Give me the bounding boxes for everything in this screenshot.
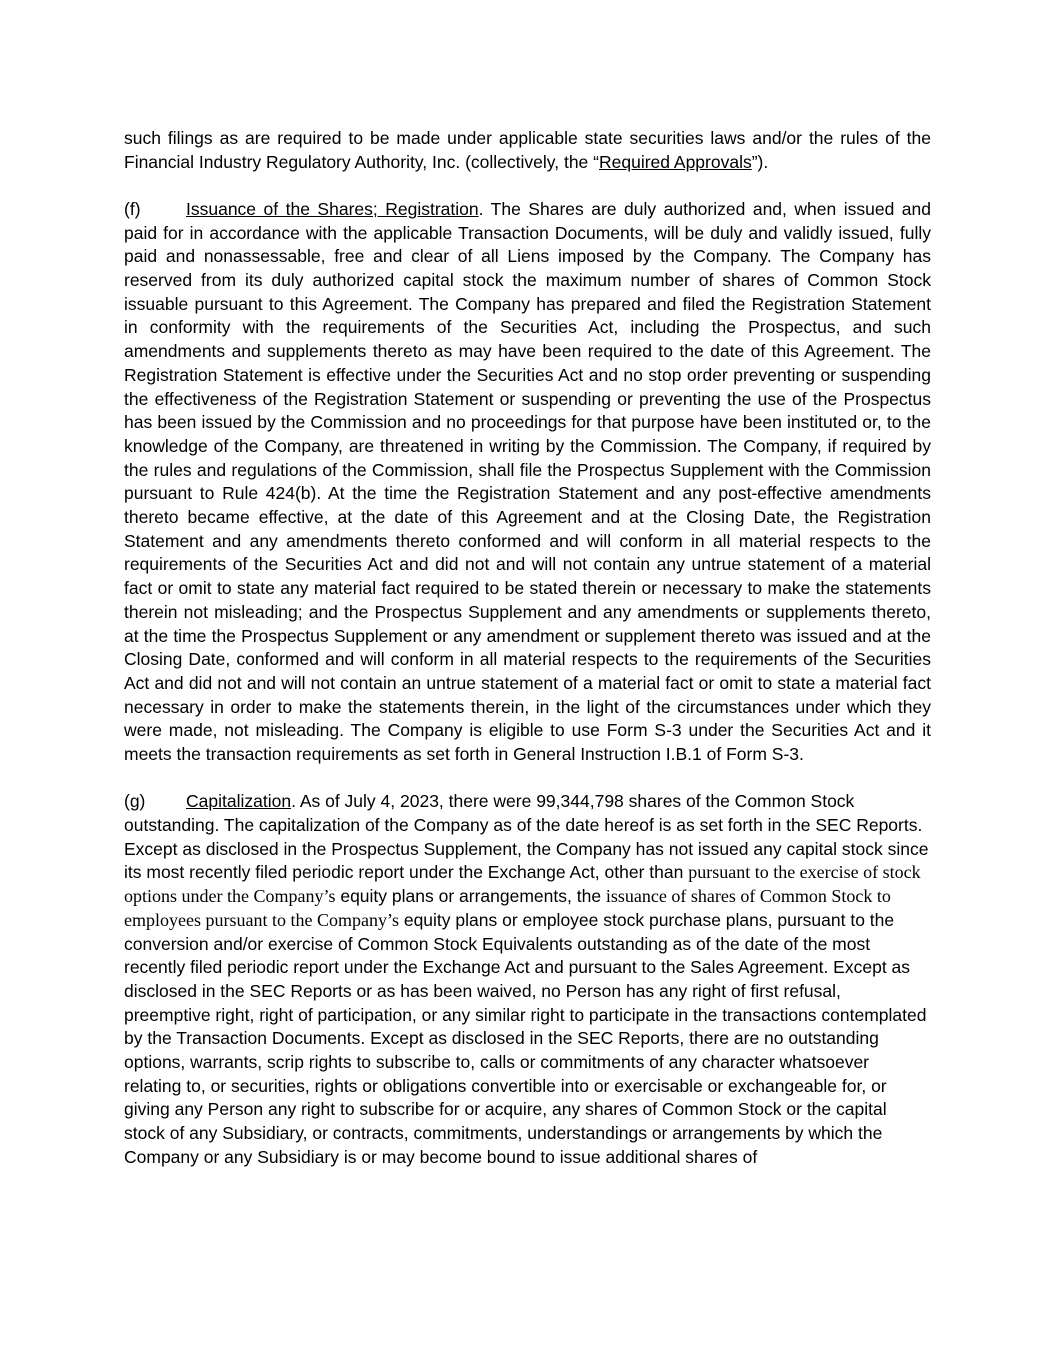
- paragraph-e-text-1: such filings as are required to be made under applicable state securities laws and/or the rules of the Financial Industry Regulatory Authority, Inc. (collectively, the “: [124, 128, 931, 172]
- paragraph-g-label: (g): [124, 791, 146, 812]
- paragraph-spacer: [124, 767, 931, 791]
- paragraph-e-continuation: [124, 127, 931, 174]
- paragraph-f: [124, 198, 931, 767]
- document-page: [124, 127, 931, 1170]
- paragraph-g-body-3: equity plans or employee stock purchase plans, pursuant to the conversion and/or exercise of Common Stock Equivalents outstanding as of the date of the most recently filed periodic report under the Exchange Act and pursuant to the Sales Agreement. Except as disclosed in the SEC Reports or as has been waived, no Person has any right of first refusal, preemptive right, right of participation, or any similar right to participate in the transactions contemplated by the Transaction Documents. Except as disclosed in the SEC Reports, there are no outstanding options, warrants, scrip rights to subscribe to, calls or commitments of any character whatsoever relating to, or securities, rights or obligations convertible into or exercisable or exchangeable for, or giving any Person any right to subscribe for or acquire, any shares of Common Stock or the capital stock of any Subsidiary, or contracts, commitments, understandings or arrangements by which the Company or any Subsidiary is or may become bound to issue additional shares of: [124, 909, 927, 1167]
- paragraph-g-heading: Capitalization: [186, 791, 292, 812]
- paragraph-f-body: . The Shares are duly authorized and, when issued and paid for in accordance with the applicable Transaction Documents, will be duly and validly issued, fully paid and nonassessable, free and clear of all Liens imposed by the Company. The Company has reserved from its duly authorized capital stock the maximum number of shares of Common Stock issuable pursuant to this Agreement. The Company has prepared and filed the Registration Statement in conformity with the requirements of the Securities Act, including the Prospectus, and such amendments and supplements thereto as may have been required to the date of this Agreement. The Registration Statement is effective under the Securities Act and no stop order preventing or suspending the effectiveness of the Registration Statement or suspending or preventing the use of the Prospectus has been issued by the Commission and no proceedings for that purpose have been instituted or, to the knowledge of the Company, are threatened in writing by the Commission. The Company, if required by the rules and regulations of the Commission, shall file the Prospectus Supplement with the Commission pursuant to Rule 424(b). At the time the Registration Statement and any post-effective amendments thereto became effective, at the date of this Agreement and at the Closing Date, the Registration Statement and any amendments thereto conformed and will conform in all material respects to the requirements of the Securities Act and did not and will not contain any untrue statement of a material fact or omit to state any material fact required to be stated therein or necessary to make the statements therein not misleading; and the Prospectus Supplement and any amendments or supplements thereto, at the time the Prospectus Supplement or any amendment or supplement thereto was issued and at the Closing Date, conformed and will conform in all material respects to the requirements of the Securities Act and did not and will not contain an untrue statement of a material fact or omit to state a material fact necessary in order to make the statements therein, in the light of the circumstances under which they were made, not misleading. The Company is eligible to use Form S-3 under the Securities Act and it meets the transaction requirements as set forth in General Instruction I.B.1 of Form S-3.: [124, 198, 931, 765]
- paragraph-g-serif-run-1: pursuant to the exercise of stock options under the Company’s: [124, 862, 921, 907]
- paragraph-f-heading: Issuance of the Shares; Registration: [186, 198, 479, 219]
- defined-term-required-approvals: Required Approvals: [598, 151, 752, 172]
- paragraph-spacer: [124, 174, 931, 198]
- paragraph-e-text-2: ”).: [751, 151, 769, 172]
- paragraph-f-label: (f): [124, 198, 141, 219]
- paragraph-g-body-2: equity plans or arrangements, the: [335, 886, 606, 907]
- paragraph-g-body-1: . As of July 4, 2023, there were 99,344,798 shares of the Common Stock outstanding. The capitalization of the Company as of the date hereof is as set forth in the SEC Reports. Except as disclosed in the Prospectus Supplement, the Company has not issued any capital stock since its most recently filed periodic report under the Exchange Act, other than: [124, 791, 929, 883]
- paragraph-g-serif-run-2: issuance of shares of Common Stock to employees pursuant to the Company’s: [124, 886, 891, 930]
- paragraph-g: [124, 790, 931, 1169]
